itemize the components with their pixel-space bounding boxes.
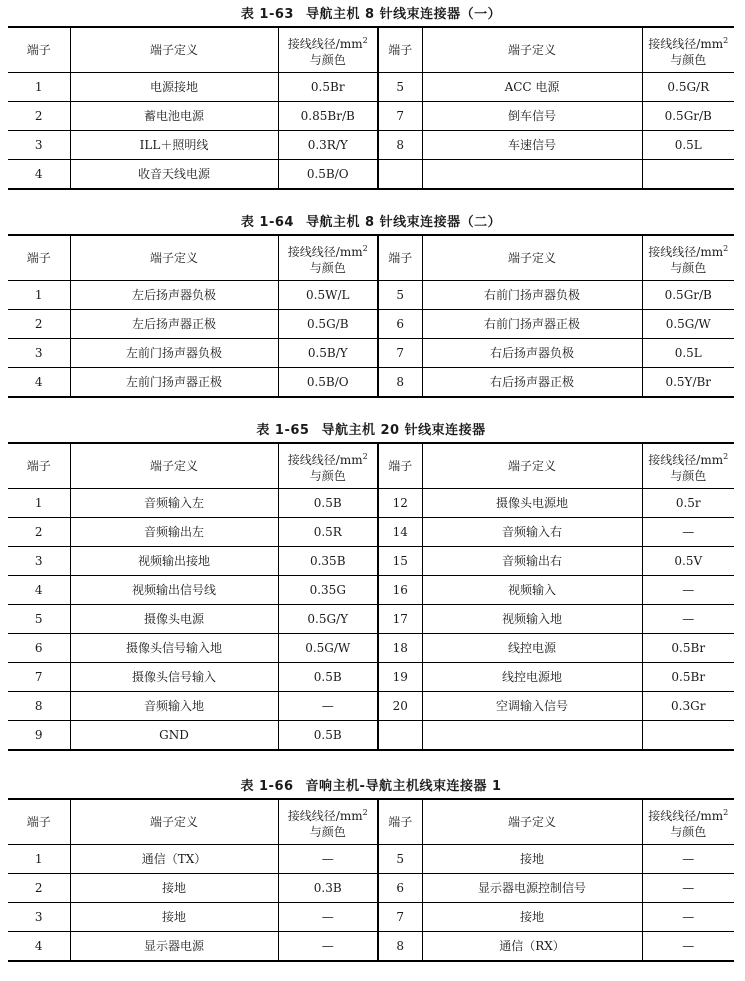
table-title: 导航主机 8 针线束连接器（一） — [305, 7, 502, 22]
definition-cell: 视频输出接地 — [70, 547, 278, 576]
header-terminal: 端子 — [378, 235, 422, 281]
definition-cell: ACC 电源 — [422, 73, 642, 102]
table-row — [8, 932, 734, 962]
table-row — [8, 102, 734, 131]
terminal-cell: 7 — [378, 102, 422, 131]
connector-table — [8, 26, 734, 190]
table-row — [8, 489, 734, 518]
table-block-1-66 — [8, 776, 734, 962]
terminal-cell: 4 — [34, 375, 43, 389]
wire-cell: 0.35G — [278, 576, 378, 605]
terminal-cell: 3 — [8, 547, 70, 576]
definition-cell: 视频输出信号线 — [70, 576, 278, 605]
definition-cell: 左后扬声器正极 — [70, 310, 278, 339]
table-row — [8, 845, 734, 874]
header-wire: 接线线径$/mm^2$ 与颜色 — [278, 27, 378, 73]
connector-table — [8, 442, 734, 751]
table-row — [8, 339, 734, 368]
wire-cell — [642, 721, 734, 751]
definition-cell: 蓄电池电源 — [70, 102, 278, 131]
definition-cell: 视频输入地 — [422, 605, 642, 634]
terminal-cell: 8 — [378, 131, 422, 160]
definition-cell: 显示器电源 — [70, 932, 278, 962]
header-definition: 端子定义 — [70, 443, 278, 489]
table-row — [8, 160, 734, 190]
definition-cell — [422, 721, 642, 751]
header-definition: 端子定义 — [422, 799, 642, 845]
header-wire: 接线线径$/mm^2$ 与颜色 — [642, 27, 734, 73]
definition-cell: 通信（RX） — [422, 932, 642, 962]
header-terminal: 端子 — [378, 27, 422, 73]
definition-cell: 收音天线电源 — [70, 160, 278, 190]
definition-cell: 空调输入信号 — [422, 692, 642, 721]
table-header-row — [8, 799, 734, 845]
wire-cell: — — [642, 576, 734, 605]
definition-cell: 电源接地 — [70, 73, 278, 102]
terminal-cell: 7 — [378, 903, 422, 932]
wire-cell: 0.5G/B — [278, 310, 378, 339]
definition-cell: 音频输入右 — [422, 518, 642, 547]
wire-cell: 0.5Y/Br — [642, 368, 734, 398]
table-title: 导航主机 8 针线束连接器（二） — [305, 215, 502, 230]
terminal-cell: 2 — [8, 310, 70, 339]
wire-cell — [642, 160, 734, 190]
terminal-cell: 6 — [8, 634, 70, 663]
definition-cell: 接地 — [422, 903, 642, 932]
definition-cell — [422, 160, 642, 190]
wire-cell: 0.5W/L — [278, 281, 378, 310]
wire-cell: 0.5L — [642, 131, 734, 160]
wire-cell: — — [642, 518, 734, 547]
wire-cell: — — [642, 903, 734, 932]
wire-cell: — — [642, 605, 734, 634]
table-number: 表 1-65 — [256, 423, 310, 438]
wire-cell: 0.5B — [278, 721, 378, 751]
wire-cell: 0.5Gr/B — [642, 281, 734, 310]
definition-cell: 接地 — [422, 845, 642, 874]
table-caption — [8, 420, 734, 442]
table-row — [8, 73, 734, 102]
definition-cell: 音频输入左 — [70, 489, 278, 518]
header-terminal: 端子 — [378, 799, 422, 845]
wire-cell: 0.5Gr/B — [642, 102, 734, 131]
wire-cell: 0.5Br — [642, 663, 734, 692]
table-row — [8, 518, 734, 547]
wire-cell: 0.85Br/B — [278, 102, 378, 131]
wire-cell: 0.5G/W — [278, 634, 378, 663]
terminal-cell: 5 — [378, 845, 422, 874]
wire-cell: 0.5r — [642, 489, 734, 518]
terminal-cell: 8 — [378, 368, 422, 398]
definition-cell: 左前门扬声器负极 — [70, 339, 278, 368]
definition-cell: 音频输出左 — [70, 518, 278, 547]
header-wire: 接线线径$/mm^2$ 与颜色 — [278, 443, 378, 489]
definition-cell: 右前门扬声器正极 — [422, 310, 642, 339]
table-row — [8, 576, 734, 605]
table-row — [8, 131, 734, 160]
table-row — [8, 692, 734, 721]
wire-cell: 0.5Br — [278, 73, 378, 102]
definition-cell: 右后扬声器负极 — [422, 339, 642, 368]
definition-cell: 线控电源地 — [422, 663, 642, 692]
terminal-cell: 5 — [378, 281, 422, 310]
terminal-cell: 2 — [8, 102, 70, 131]
table-row — [8, 281, 734, 310]
terminal-cell: 3 — [8, 131, 70, 160]
table-row — [8, 605, 734, 634]
wire-cell: 0.3B — [278, 874, 378, 903]
wire-cell: 0.5L — [642, 339, 734, 368]
wire-cell: 0.5V — [642, 547, 734, 576]
header-terminal: 端子 — [8, 443, 70, 489]
header-definition: 端子定义 — [422, 235, 642, 281]
terminal-cell: 1 — [8, 489, 70, 518]
table-row — [8, 903, 734, 932]
terminal-cell: 19 — [378, 663, 422, 692]
header-terminal: 端子 — [378, 443, 422, 489]
table-header-row — [8, 27, 734, 73]
table-block-1-63 — [8, 4, 734, 190]
wire-cell: — — [278, 903, 378, 932]
wire-cell: — — [278, 932, 378, 962]
wire-cell: — — [278, 692, 378, 721]
definition-cell: 摄像头电源 — [70, 605, 278, 634]
definition-cell: 摄像头信号输入地 — [70, 634, 278, 663]
table-block-1-64 — [8, 212, 734, 398]
terminal-cell: 18 — [378, 634, 422, 663]
header-terminal: 端子 — [8, 799, 70, 845]
header-definition: 端子定义 — [70, 799, 278, 845]
terminal-cell: 6 — [378, 874, 422, 903]
definition-cell: 左前门扬声器正极 — [70, 368, 278, 398]
terminal-cell: 3 — [8, 903, 70, 932]
wire-cell: 0.5B/Y — [278, 339, 378, 368]
header-definition: 端子定义 — [422, 27, 642, 73]
terminal-cell: 9 — [34, 728, 43, 742]
header-wire: 接线线径$/mm^2$ 与颜色 — [278, 799, 378, 845]
terminal-cell: 20 — [378, 692, 422, 721]
terminal-cell: 1 — [8, 281, 70, 310]
wire-cell: 0.35B — [278, 547, 378, 576]
terminal-cell — [378, 721, 422, 751]
table-title: 导航主机 20 针线束连接器 — [321, 423, 486, 438]
wire-cell: 0.5G/W — [642, 310, 734, 339]
header-definition: 端子定义 — [70, 27, 278, 73]
definition-cell: 音频输入地 — [70, 692, 278, 721]
wire-cell: — — [278, 845, 378, 874]
table-number: 表 1-64 — [240, 215, 294, 230]
definition-cell: 右后扬声器正极 — [422, 368, 642, 398]
wire-cell: — — [642, 874, 734, 903]
terminal-cell: 4 — [34, 167, 43, 181]
table-row — [8, 874, 734, 903]
wire-cell: 0.5B — [278, 489, 378, 518]
table-row — [8, 547, 734, 576]
header-wire: 接线线径$/mm^2$ 与颜色 — [642, 443, 734, 489]
wire-cell: 0.5G/R — [642, 73, 734, 102]
definition-cell: 车速信号 — [422, 131, 642, 160]
terminal-cell: 8 — [8, 692, 70, 721]
terminal-cell: 4 — [34, 939, 43, 953]
table-caption — [8, 4, 734, 26]
wire-cell: 0.3Gr — [642, 692, 734, 721]
connector-table — [8, 234, 734, 398]
terminal-cell: 12 — [378, 489, 422, 518]
definition-cell: 接地 — [70, 874, 278, 903]
terminal-cell: 6 — [378, 310, 422, 339]
table-caption — [8, 212, 734, 234]
table-caption — [8, 776, 734, 798]
connector-table — [8, 798, 734, 962]
terminal-cell: 15 — [378, 547, 422, 576]
wire-cell: 0.3R/Y — [278, 131, 378, 160]
wire-cell: 0.5B/O — [278, 160, 378, 190]
terminal-cell: 7 — [378, 339, 422, 368]
header-definition: 端子定义 — [70, 235, 278, 281]
header-terminal: 端子 — [8, 27, 70, 73]
wire-cell: — — [642, 932, 734, 962]
terminal-cell: 5 — [8, 605, 70, 634]
definition-cell: 显示器电源控制信号 — [422, 874, 642, 903]
terminal-cell: 8 — [378, 932, 422, 962]
header-definition: 端子定义 — [422, 443, 642, 489]
wire-cell: — — [642, 845, 734, 874]
table-row — [8, 634, 734, 663]
terminal-cell: 7 — [8, 663, 70, 692]
header-wire: 接线线径$/mm^2$ 与颜色 — [642, 799, 734, 845]
wire-cell: 0.5B/O — [278, 368, 378, 398]
terminal-cell: 1 — [8, 73, 70, 102]
terminal-cell: 16 — [378, 576, 422, 605]
table-row — [8, 310, 734, 339]
table-header-row — [8, 443, 734, 489]
definition-cell: 左后扬声器负极 — [70, 281, 278, 310]
definition-cell: 接地 — [70, 903, 278, 932]
header-wire: 接线线径$/mm^2$ 与颜色 — [642, 235, 734, 281]
definition-cell: ILL＋照明线 — [70, 131, 278, 160]
definition-cell: 通信（TX） — [70, 845, 278, 874]
terminal-cell: 5 — [378, 73, 422, 102]
table-header-row — [8, 235, 734, 281]
wire-cell: 0.5B — [278, 663, 378, 692]
table-number: 表 1-63 — [240, 7, 294, 22]
table-row — [8, 721, 734, 751]
terminal-cell: 2 — [8, 518, 70, 547]
terminal-cell: 4 — [8, 576, 70, 605]
wire-cell: 0.5Br — [642, 634, 734, 663]
definition-cell: 倒车信号 — [422, 102, 642, 131]
definition-cell: GND — [70, 721, 278, 751]
terminal-cell: 17 — [378, 605, 422, 634]
definition-cell: 音频输出右 — [422, 547, 642, 576]
terminal-cell: 14 — [378, 518, 422, 547]
terminal-cell — [378, 160, 422, 190]
wire-cell: 0.5G/Y — [278, 605, 378, 634]
terminal-cell: 2 — [8, 874, 70, 903]
table-block-1-65 — [8, 420, 734, 751]
definition-cell: 摄像头信号输入 — [70, 663, 278, 692]
table-row — [8, 663, 734, 692]
header-wire: 接线线径$/mm^2$ 与颜色 — [278, 235, 378, 281]
table-row — [8, 368, 734, 398]
table-number: 表 1-66 — [240, 779, 294, 794]
table-title: 音响主机-导航主机线束连接器 1 — [305, 779, 502, 794]
definition-cell: 摄像头电源地 — [422, 489, 642, 518]
definition-cell: 右前门扬声器负极 — [422, 281, 642, 310]
header-terminal: 端子 — [8, 235, 70, 281]
terminal-cell: 1 — [8, 845, 70, 874]
terminal-cell: 3 — [8, 339, 70, 368]
definition-cell: 视频输入 — [422, 576, 642, 605]
definition-cell: 线控电源 — [422, 634, 642, 663]
wire-cell: 0.5R — [278, 518, 378, 547]
